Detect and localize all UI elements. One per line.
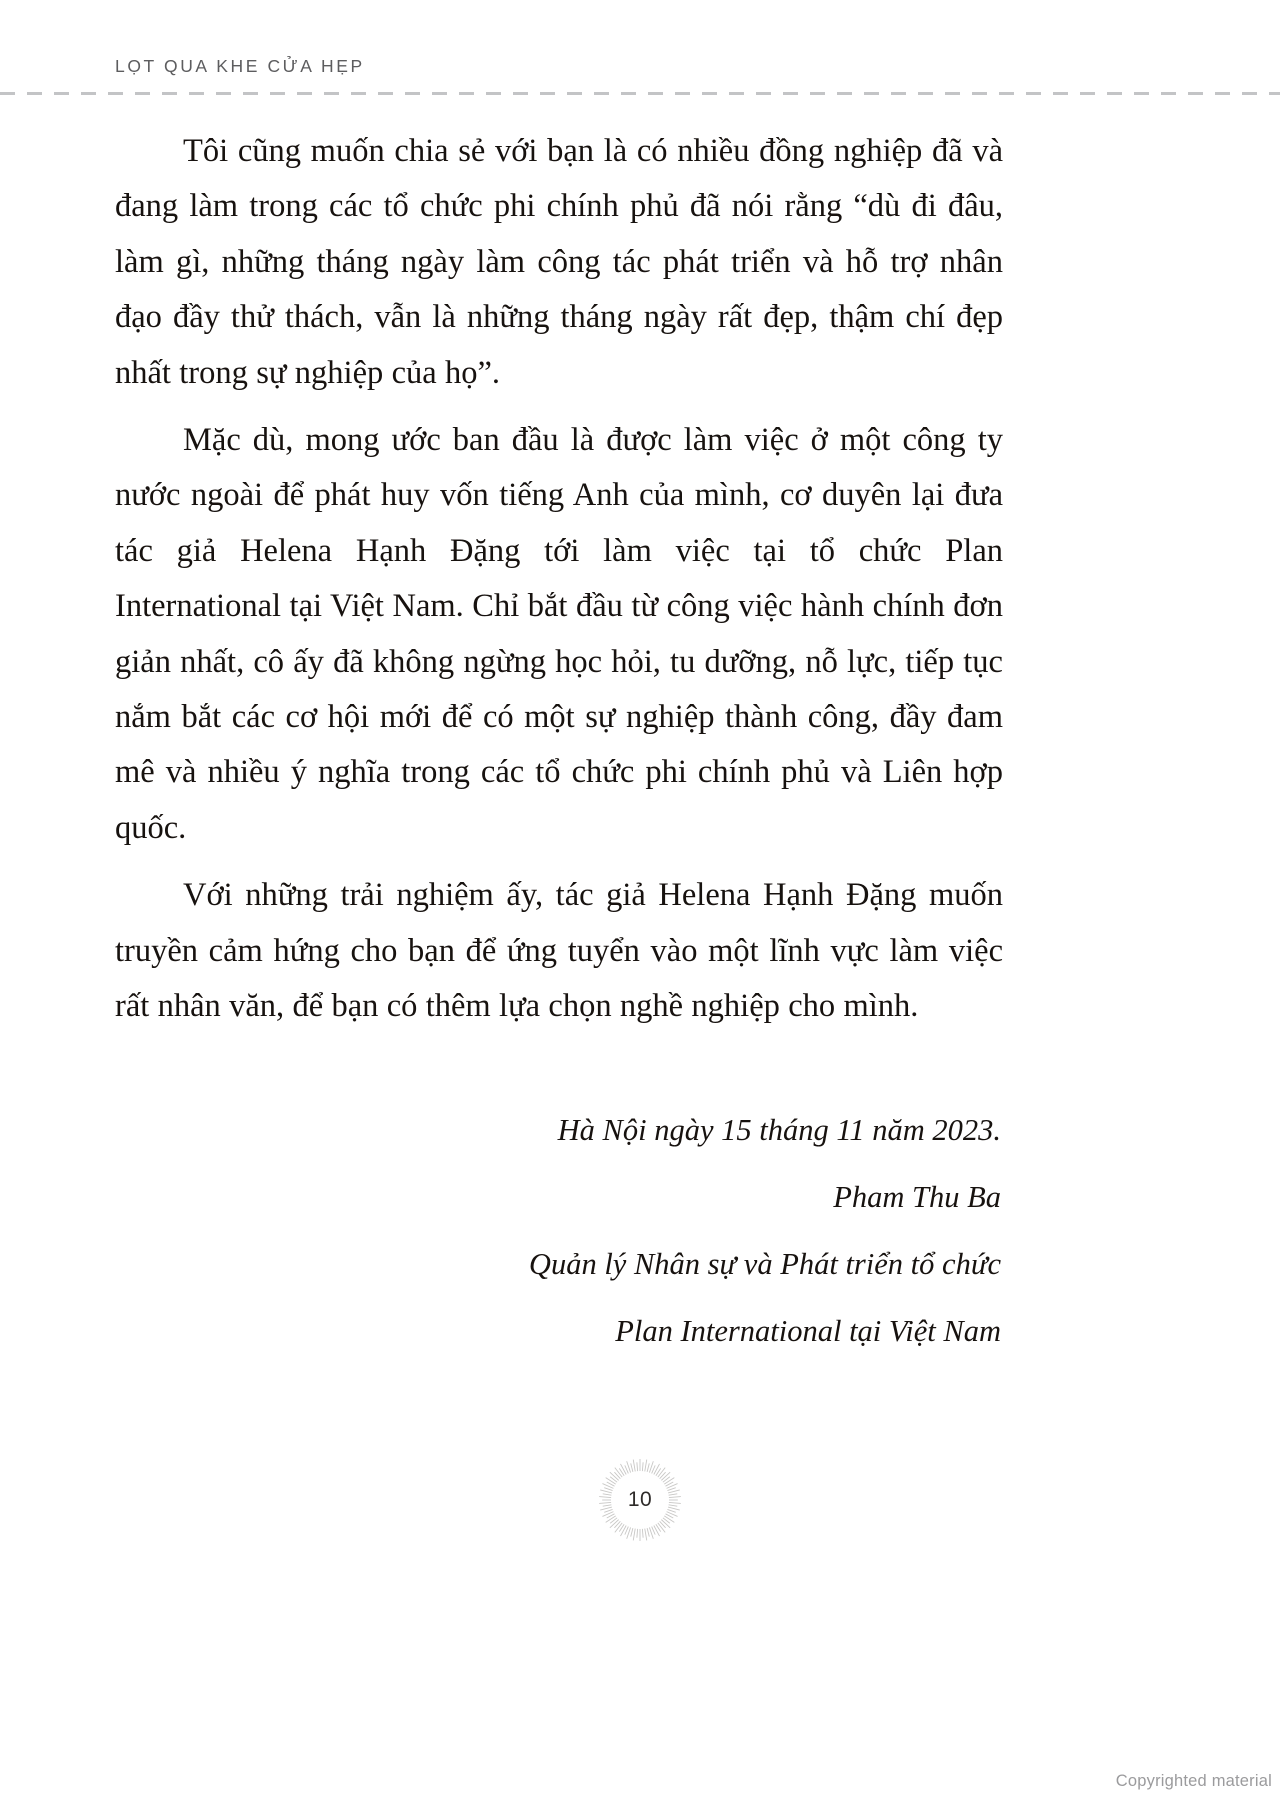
body-paragraph: Mặc dù, mong ước ban đầu là được làm việc ở một công ty nước ngoài để phát huy vốn tiếng Anh của mình, cơ duyên lại đưa tác giả Helena Hạnh Đặng tới làm việc tại tổ chức Plan International tại Việt Nam. Chỉ bắt đầu từ công việc hành chính đơn giản nhất, cô ấy đã không ngừng học hỏi, tu dưỡng, nỗ lực, tiếp tục nắm bắt các cơ hội mới để có một sự nghiệp thành công, đầy đam mê và nhiều ý nghĩa trong các tổ chức phi chính phủ và Liên hợp quốc.: [115, 422, 1003, 846]
page-number: 10: [627, 1488, 653, 1511]
body-text-block: [115, 124, 1003, 1035]
copyright-watermark: Copyrighted material: [1115, 1772, 1272, 1790]
header-dashed-rule: [0, 92, 1280, 95]
running-header-title: LỌT QUA KHE CỬA HẸP: [115, 56, 365, 76]
signature-date: Hà Nội ngày 15 tháng 11 năm 2023.: [557, 1113, 1001, 1147]
signature-block: [115, 1097, 1003, 1365]
running-header: [0, 56, 1280, 92]
page-footer: [0, 1455, 1280, 1545]
signature-name: Pham Thu Ba: [833, 1180, 1001, 1214]
signature-organization: Plan International tại Việt Nam: [615, 1314, 1001, 1348]
body-paragraph: Với những trải nghiệm ấy, tác giả Helena Hạnh Đặng muốn truyền cảm hứng cho bạn để ứng tuyển vào một lĩnh vực làm việc rất nhân văn, để bạn có thêm lựa chọn nghề nghiệp cho mình.: [115, 877, 1003, 1025]
signature-role: Quản lý Nhân sự và Phát triển tổ chức: [528, 1247, 1001, 1281]
body-paragraph: Tôi cũng muốn chia sẻ với bạn là có nhiều đồng nghiệp đã và đang làm trong các tổ chức phi chính phủ đã nói rằng “dù đi đâu, làm gì, những tháng ngày làm công tác phát triển và hỗ trợ nhân đạo đầy thử thách, vẫn là những tháng ngày rất đẹp, thậm chí đẹp nhất trong sự nghiệp của họ”.: [115, 133, 1003, 391]
